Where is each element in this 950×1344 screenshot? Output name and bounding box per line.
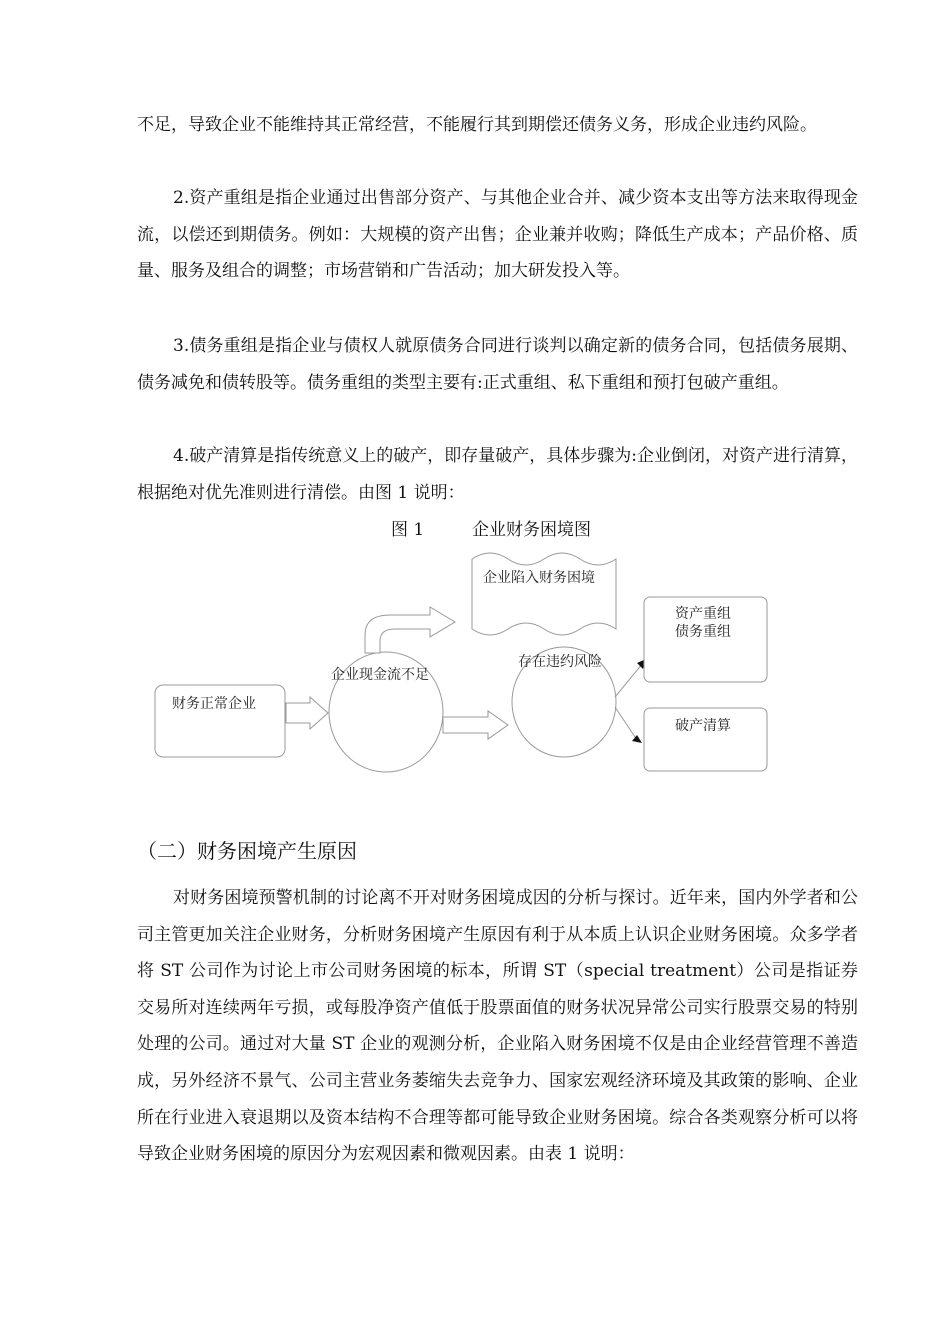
figure-number: 图 1: [391, 520, 425, 540]
branch-line-upper: [615, 663, 643, 697]
branch-arrowhead-lower: [632, 735, 642, 743]
branch-line-lower: [615, 707, 637, 740]
financial-distress-diagram: [150, 545, 780, 785]
debt-restructuring-label: 债务重组: [675, 624, 731, 640]
distress-banner: [472, 553, 616, 635]
section-heading: （二）财务困境产生原因: [137, 839, 357, 863]
liquidation-label: 破产清算: [675, 718, 731, 734]
asset-restructuring-label: 资产重组: [675, 606, 731, 622]
paragraph-debt-restructuring: 3.债务重组是指企业与债权人就原债务合同进行谈判以确定新的债务合同，包括债务展期、债务减免和债转股等。债务重组的类型主要有:正式重组、私下重组和预打包破产重组。: [137, 336, 858, 393]
arrow-to-default-risk: [443, 711, 508, 739]
normal-firm-label: 财务正常企业: [172, 696, 256, 712]
arrow-to-distress: [365, 607, 455, 653]
paragraph-bankruptcy-liquidation: 4.破产清算是指传统意义上的破产，即存量破产，具体步骤为:企业倒闭，对资产进行清算，根据绝对优先准则进行清偿。由图 1 说明：: [137, 446, 858, 503]
paragraph-distress-causes: 对财务困境预警机制的讨论离不开对财务困境成因的分析与探讨。近年来，国内外学者和公司主管更加关注企业财务，分析财务困境产生原因有利于从本质上认识企业财务困境。众多学者将 ST 公司作为讨论上市公司财务困境的标本，所谓 ST（special treatment）公司是指证券交易所对连续两年亏损，或每股净资产值低于股票面值的财务状况异常公司实行股票交易的特别处理的公司。通过对大量 ST 企业的观测分析，企业陷入财务困境不仅是由企业经营管理不善造成，另外经济不景气、公司主营业务萎缩失去竞争力、国家宏观经济环境及其政策的影响、企业所在行业进入衰退期以及资本结构不合理等都可能导致企业财务困境。综合各类观察分析可以将导致企业财务困境的原因分为宏观因素和微观因素。由表 1 说明：: [137, 888, 858, 1165]
arrow-to-cash-shortage: [286, 697, 328, 729]
figure-title: 企业财务困境图: [472, 520, 591, 540]
paragraph-default-risk-continued: 不足，导致企业不能维持其正常经营，不能履行其到期偿还债务义务，形成企业违约风险。: [137, 115, 817, 135]
distress-label: 企业陷入财务困境: [483, 570, 595, 586]
paragraph-asset-restructuring: 2.资产重组是指企业通过出售部分资产、与其他企业合并、减少资本支出等方法来取得现金流，以偿还到期债务。例如：大规模的资产出售；企业兼并收购；降低生产成本；产品价格、质量、服务及组合的调整；市场营销和广告活动；加大研发投入等。: [137, 188, 858, 282]
default-risk-label: 存在违约风险: [518, 654, 602, 670]
cash-shortage-label: 企业现金流不足: [331, 667, 429, 683]
